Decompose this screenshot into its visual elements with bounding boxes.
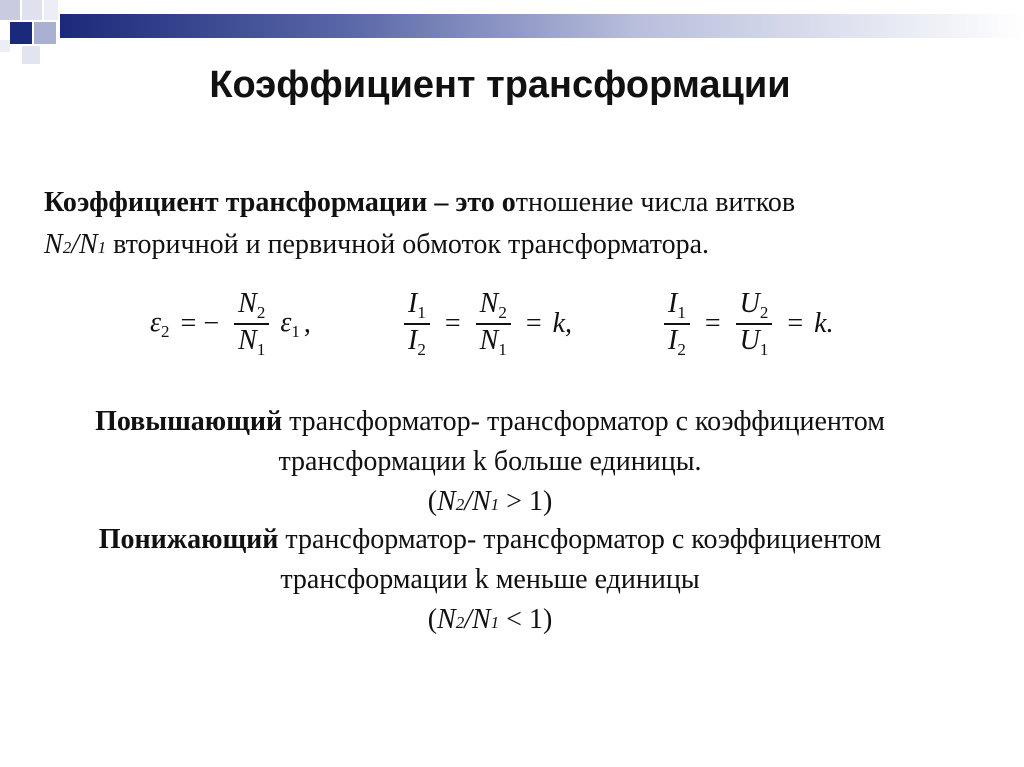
definition-dash: – это о — [427, 187, 516, 218]
decor-square — [34, 22, 56, 44]
f1-rhs: $\varepsilon_1$ — [280, 306, 300, 341]
f2-fraction-2: $\frac{N_2}{N_1}$ — [476, 288, 511, 360]
f3-fraction-1: $\frac{I_1}{I_2}$ — [664, 288, 690, 360]
f2-eq-2: = — [525, 308, 542, 339]
f2-result: k, — [552, 308, 573, 339]
f1-lhs: $\varepsilon_2$ — [150, 306, 170, 341]
formula-current-turns-ratio — [400, 288, 572, 360]
step-down-condition: (N2/N1 < 1) — [427, 604, 553, 635]
f3-eq-1: = — [704, 308, 721, 339]
step-up-text: трансформатор- трансформатор с коэффициентом трансформации k больше единицы. — [278, 406, 885, 477]
definition-term: Коэффициент трансформации — [44, 187, 428, 218]
decor-square — [10, 22, 32, 44]
ratio-n2: N — [44, 229, 63, 260]
formula-current-voltage-ratio — [660, 288, 834, 360]
f1-denominator: $N_1$ — [234, 323, 269, 360]
f1-numerator: $N_2$ — [238, 288, 266, 322]
decor-square — [0, 0, 20, 20]
decor-square — [22, 0, 42, 20]
step-down-term: Понижающий — [98, 524, 279, 555]
f3-fraction-2: $\frac{U_2}{U_1}$ — [736, 288, 773, 360]
step-up-condition: (N2/N1 > 1) — [427, 486, 553, 517]
decor-square — [22, 46, 40, 64]
definition-text — [44, 182, 984, 269]
f3-eq-2: = — [787, 308, 804, 339]
ratio-n2-sub: 2 — [62, 238, 72, 257]
definition-text-2: вторичной и первичной обмоток трансформатора. — [106, 229, 710, 260]
f2-eq-1: = — [444, 308, 461, 339]
ratio-n1-sub: 1 — [97, 238, 107, 257]
f1-fraction — [234, 288, 269, 360]
step-down-text: трансформатор- трансформатор с коэффициентом трансформации k меньше единицы — [278, 524, 882, 595]
slide-title: Коэффициент трансформации — [209, 64, 791, 106]
f3-result: k. — [814, 308, 834, 339]
header-gradient-bar — [60, 14, 1024, 38]
step-up-paragraph — [60, 402, 920, 525]
decor-square — [0, 40, 10, 52]
f2-fraction-1: $\frac{I_1}{I_2}$ — [404, 288, 430, 360]
ratio-n1: N — [78, 229, 98, 260]
step-down-paragraph — [60, 520, 920, 643]
definition-text-1: тношение числа витков — [515, 187, 796, 218]
decor-square — [44, 0, 58, 20]
step-up-term: Повышающий — [95, 406, 283, 437]
f1-tail: , — [303, 308, 311, 339]
f1-eq: = − — [180, 308, 220, 339]
formula-emf-ratio — [150, 288, 315, 360]
ratio-slash: / — [71, 229, 79, 260]
